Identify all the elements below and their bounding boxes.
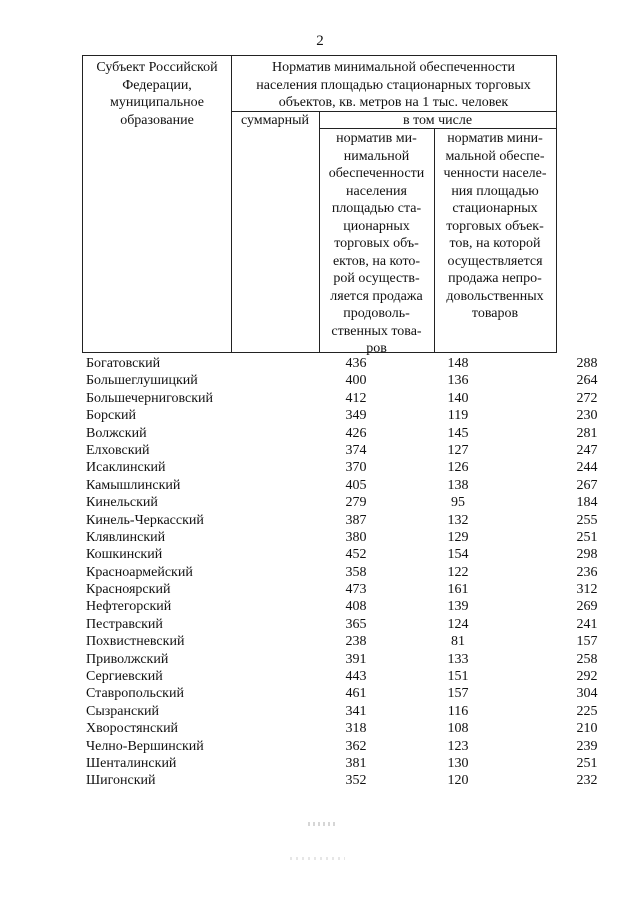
total-value: 318	[345, 721, 367, 737]
municipality-name: Большеглушицкий	[86, 373, 198, 389]
header-text: площадью ста-	[331, 201, 422, 216]
food-value: 108	[447, 721, 469, 737]
table-row	[86, 512, 598, 529]
nonfood-value: 184	[576, 495, 598, 511]
header-food	[319, 130, 434, 358]
header-subject	[83, 59, 231, 129]
municipality-name: Пестравский	[86, 616, 163, 632]
table-row	[86, 651, 598, 668]
header-text: образование	[120, 112, 194, 128]
table-row	[86, 755, 598, 772]
header-text: мальной обеспе-	[445, 148, 545, 164]
food-value: 122	[447, 564, 469, 580]
nonfood-value: 264	[576, 373, 598, 389]
nonfood-value: 157	[576, 634, 598, 650]
food-value: 161	[447, 582, 469, 598]
table-row	[86, 477, 598, 494]
header-text: ченности населе-	[443, 166, 547, 181]
page-number: 2	[316, 33, 324, 49]
nonfood-value: 292	[576, 669, 598, 685]
nonfood-value: 210	[576, 721, 598, 737]
scan-artifact	[308, 822, 338, 826]
header-text: обеспеченности	[328, 166, 425, 181]
total-value: 374	[345, 442, 367, 458]
scan-artifact	[290, 857, 345, 860]
table-row	[86, 772, 598, 789]
municipality-name: Елховский	[86, 442, 150, 458]
municipality-name: Хворостянский	[86, 721, 179, 737]
table-row	[86, 738, 598, 755]
municipality-name: Волжский	[86, 425, 147, 441]
food-value: 138	[447, 477, 469, 493]
food-value: 123	[447, 738, 469, 754]
municipality-name: Шенталинский	[86, 755, 177, 771]
header-text: продажа непро-	[448, 271, 542, 286]
nonfood-value: 230	[576, 408, 598, 424]
total-value: 279	[345, 495, 367, 511]
table-row	[86, 720, 598, 737]
table-row	[86, 529, 598, 546]
table-body	[86, 355, 598, 790]
municipality-name: Большечерниговский	[86, 390, 214, 406]
municipality-name: Красноярский	[86, 582, 171, 598]
nonfood-value: 251	[576, 529, 598, 545]
food-value: 151	[447, 669, 469, 685]
total-value: 426	[345, 425, 367, 441]
nonfood-value: 272	[576, 390, 598, 406]
header-text: стационарных	[452, 201, 538, 216]
nonfood-value: 255	[576, 512, 598, 528]
header-norm	[231, 59, 556, 112]
total-value: 352	[345, 773, 367, 789]
food-value: 129	[447, 529, 469, 545]
header-total: суммарный	[240, 113, 310, 128]
nonfood-value: 258	[576, 651, 598, 667]
total-value: 408	[345, 599, 367, 615]
table-row	[86, 703, 598, 720]
header-text: продоволь-	[343, 306, 410, 321]
header-text: довольственных	[446, 288, 544, 304]
municipality-name: Красноармейский	[86, 564, 193, 580]
nonfood-value: 288	[576, 356, 598, 371]
food-value: 116	[447, 703, 469, 719]
header-nonfood	[434, 130, 556, 323]
header-text: ляется продажа	[330, 288, 423, 304]
food-value: 127	[447, 442, 469, 458]
total-value: 381	[345, 755, 367, 771]
total-value: 387	[345, 512, 367, 528]
header-text: населения	[346, 183, 407, 199]
header-text: торговых объек-	[446, 218, 544, 234]
total-value: 391	[345, 651, 367, 667]
municipality-name: Кинель-Черкасский	[86, 512, 204, 528]
municipality-name: Сызранский	[86, 703, 159, 719]
municipality-name: Кинельский	[86, 495, 158, 511]
header-text: Норматив минимальной обеспеченности	[271, 60, 515, 75]
total-value: 400	[345, 373, 367, 389]
municipality-name: Нефтегорский	[86, 599, 172, 615]
table-row	[86, 442, 598, 459]
nonfood-value: 241	[576, 616, 598, 632]
total-value: 461	[345, 686, 367, 702]
municipality-name: Похвистневский	[86, 634, 185, 650]
nonfood-value: 239	[576, 738, 598, 754]
header-text: нимальной	[343, 148, 410, 164]
food-value: 154	[447, 547, 469, 563]
municipality-name: Сергиевский	[86, 669, 163, 685]
total-value: 380	[345, 529, 367, 545]
nonfood-value: 225	[576, 703, 598, 719]
total-value: 349	[345, 408, 367, 424]
header-text: ров	[366, 341, 387, 356]
nonfood-value: 312	[576, 582, 598, 598]
nonfood-value: 247	[576, 442, 598, 458]
nonfood-value: 267	[576, 477, 598, 493]
nonfood-value: 244	[576, 460, 598, 476]
header-text: товаров	[471, 306, 519, 321]
table-row	[86, 564, 598, 581]
header-including: в том числе	[402, 113, 473, 128]
header-text: ционарных	[343, 218, 410, 234]
municipality-name: Исаклинский	[86, 460, 166, 476]
municipality-name: Приволжский	[86, 651, 169, 667]
nonfood-value: 251	[576, 755, 598, 771]
table-row	[86, 390, 598, 407]
food-value: 120	[447, 773, 469, 789]
municipality-name: Борский	[86, 408, 137, 424]
table-header	[82, 55, 557, 356]
header-text: торговых объ-	[334, 236, 419, 251]
header-text: норматив ми-	[336, 131, 417, 146]
total-value: 405	[345, 477, 367, 493]
table-row	[86, 459, 598, 476]
food-value: 145	[447, 425, 469, 441]
total-value: 362	[345, 738, 367, 754]
header-text: муниципальное	[110, 95, 204, 110]
food-value: 139	[447, 599, 469, 615]
total-value: 412	[345, 390, 367, 406]
food-value: 130	[447, 755, 469, 771]
total-value: 341	[345, 703, 367, 719]
header-text: Федерации,	[122, 77, 192, 93]
food-value: 136	[447, 373, 469, 389]
food-value: 133	[447, 651, 469, 667]
food-value: 124	[447, 616, 469, 632]
table-row	[86, 616, 598, 633]
total-value: 358	[345, 564, 367, 580]
header-text: Субъект Российской	[96, 60, 218, 75]
food-value: 148	[447, 356, 469, 371]
nonfood-value: 232	[576, 773, 598, 789]
table-row	[86, 598, 598, 615]
table-row	[86, 581, 598, 598]
municipality-name: Шигонский	[86, 773, 156, 789]
table-row	[86, 425, 598, 442]
total-value: 443	[345, 669, 367, 685]
table-row	[86, 494, 598, 511]
total-value: 370	[345, 460, 367, 476]
nonfood-value: 281	[576, 425, 598, 441]
header-text: объектов, кв. метров на 1 тыс. человек	[278, 95, 509, 110]
header-text: ственных това-	[331, 323, 422, 339]
food-value: 81	[451, 634, 465, 650]
food-value: 95	[451, 495, 465, 511]
table-row	[86, 633, 598, 650]
municipality-name: Кошкинский	[86, 547, 163, 563]
food-value: 140	[447, 390, 469, 406]
food-value: 126	[447, 460, 469, 476]
header-text: населения площадью стационарных торговых	[256, 77, 531, 93]
total-value: 238	[345, 634, 367, 650]
municipality-name: Челно-Вершинский	[86, 738, 204, 754]
header-text: ния площадью	[451, 183, 539, 199]
table-row	[86, 407, 598, 424]
nonfood-value: 298	[576, 547, 598, 563]
municipality-name: Богатовский	[86, 356, 161, 371]
table-row	[86, 685, 598, 702]
nonfood-value: 269	[576, 599, 598, 615]
total-value: 452	[345, 547, 367, 563]
total-value: 436	[345, 356, 367, 371]
header-text: ектов, на кото-	[332, 253, 421, 269]
food-value: 119	[447, 408, 469, 424]
header-text: тов, на которой	[449, 236, 541, 251]
header-text: рой осуществ-	[333, 271, 420, 286]
total-value: 365	[345, 616, 367, 632]
table-row	[86, 372, 598, 389]
nonfood-value: 236	[576, 564, 598, 580]
table-row	[86, 546, 598, 563]
municipality-name: Камышлинский	[86, 477, 181, 493]
municipality-name: Ставропольский	[86, 686, 184, 702]
food-value: 132	[447, 512, 469, 528]
header-text: норматив мини-	[447, 131, 543, 146]
nonfood-value: 304	[576, 686, 598, 702]
total-value: 473	[345, 582, 367, 598]
food-value: 157	[447, 686, 469, 702]
table-row	[86, 668, 598, 685]
municipality-name: Клявлинский	[86, 529, 166, 545]
header-text: осуществляется	[447, 253, 543, 269]
table-row	[86, 355, 598, 372]
